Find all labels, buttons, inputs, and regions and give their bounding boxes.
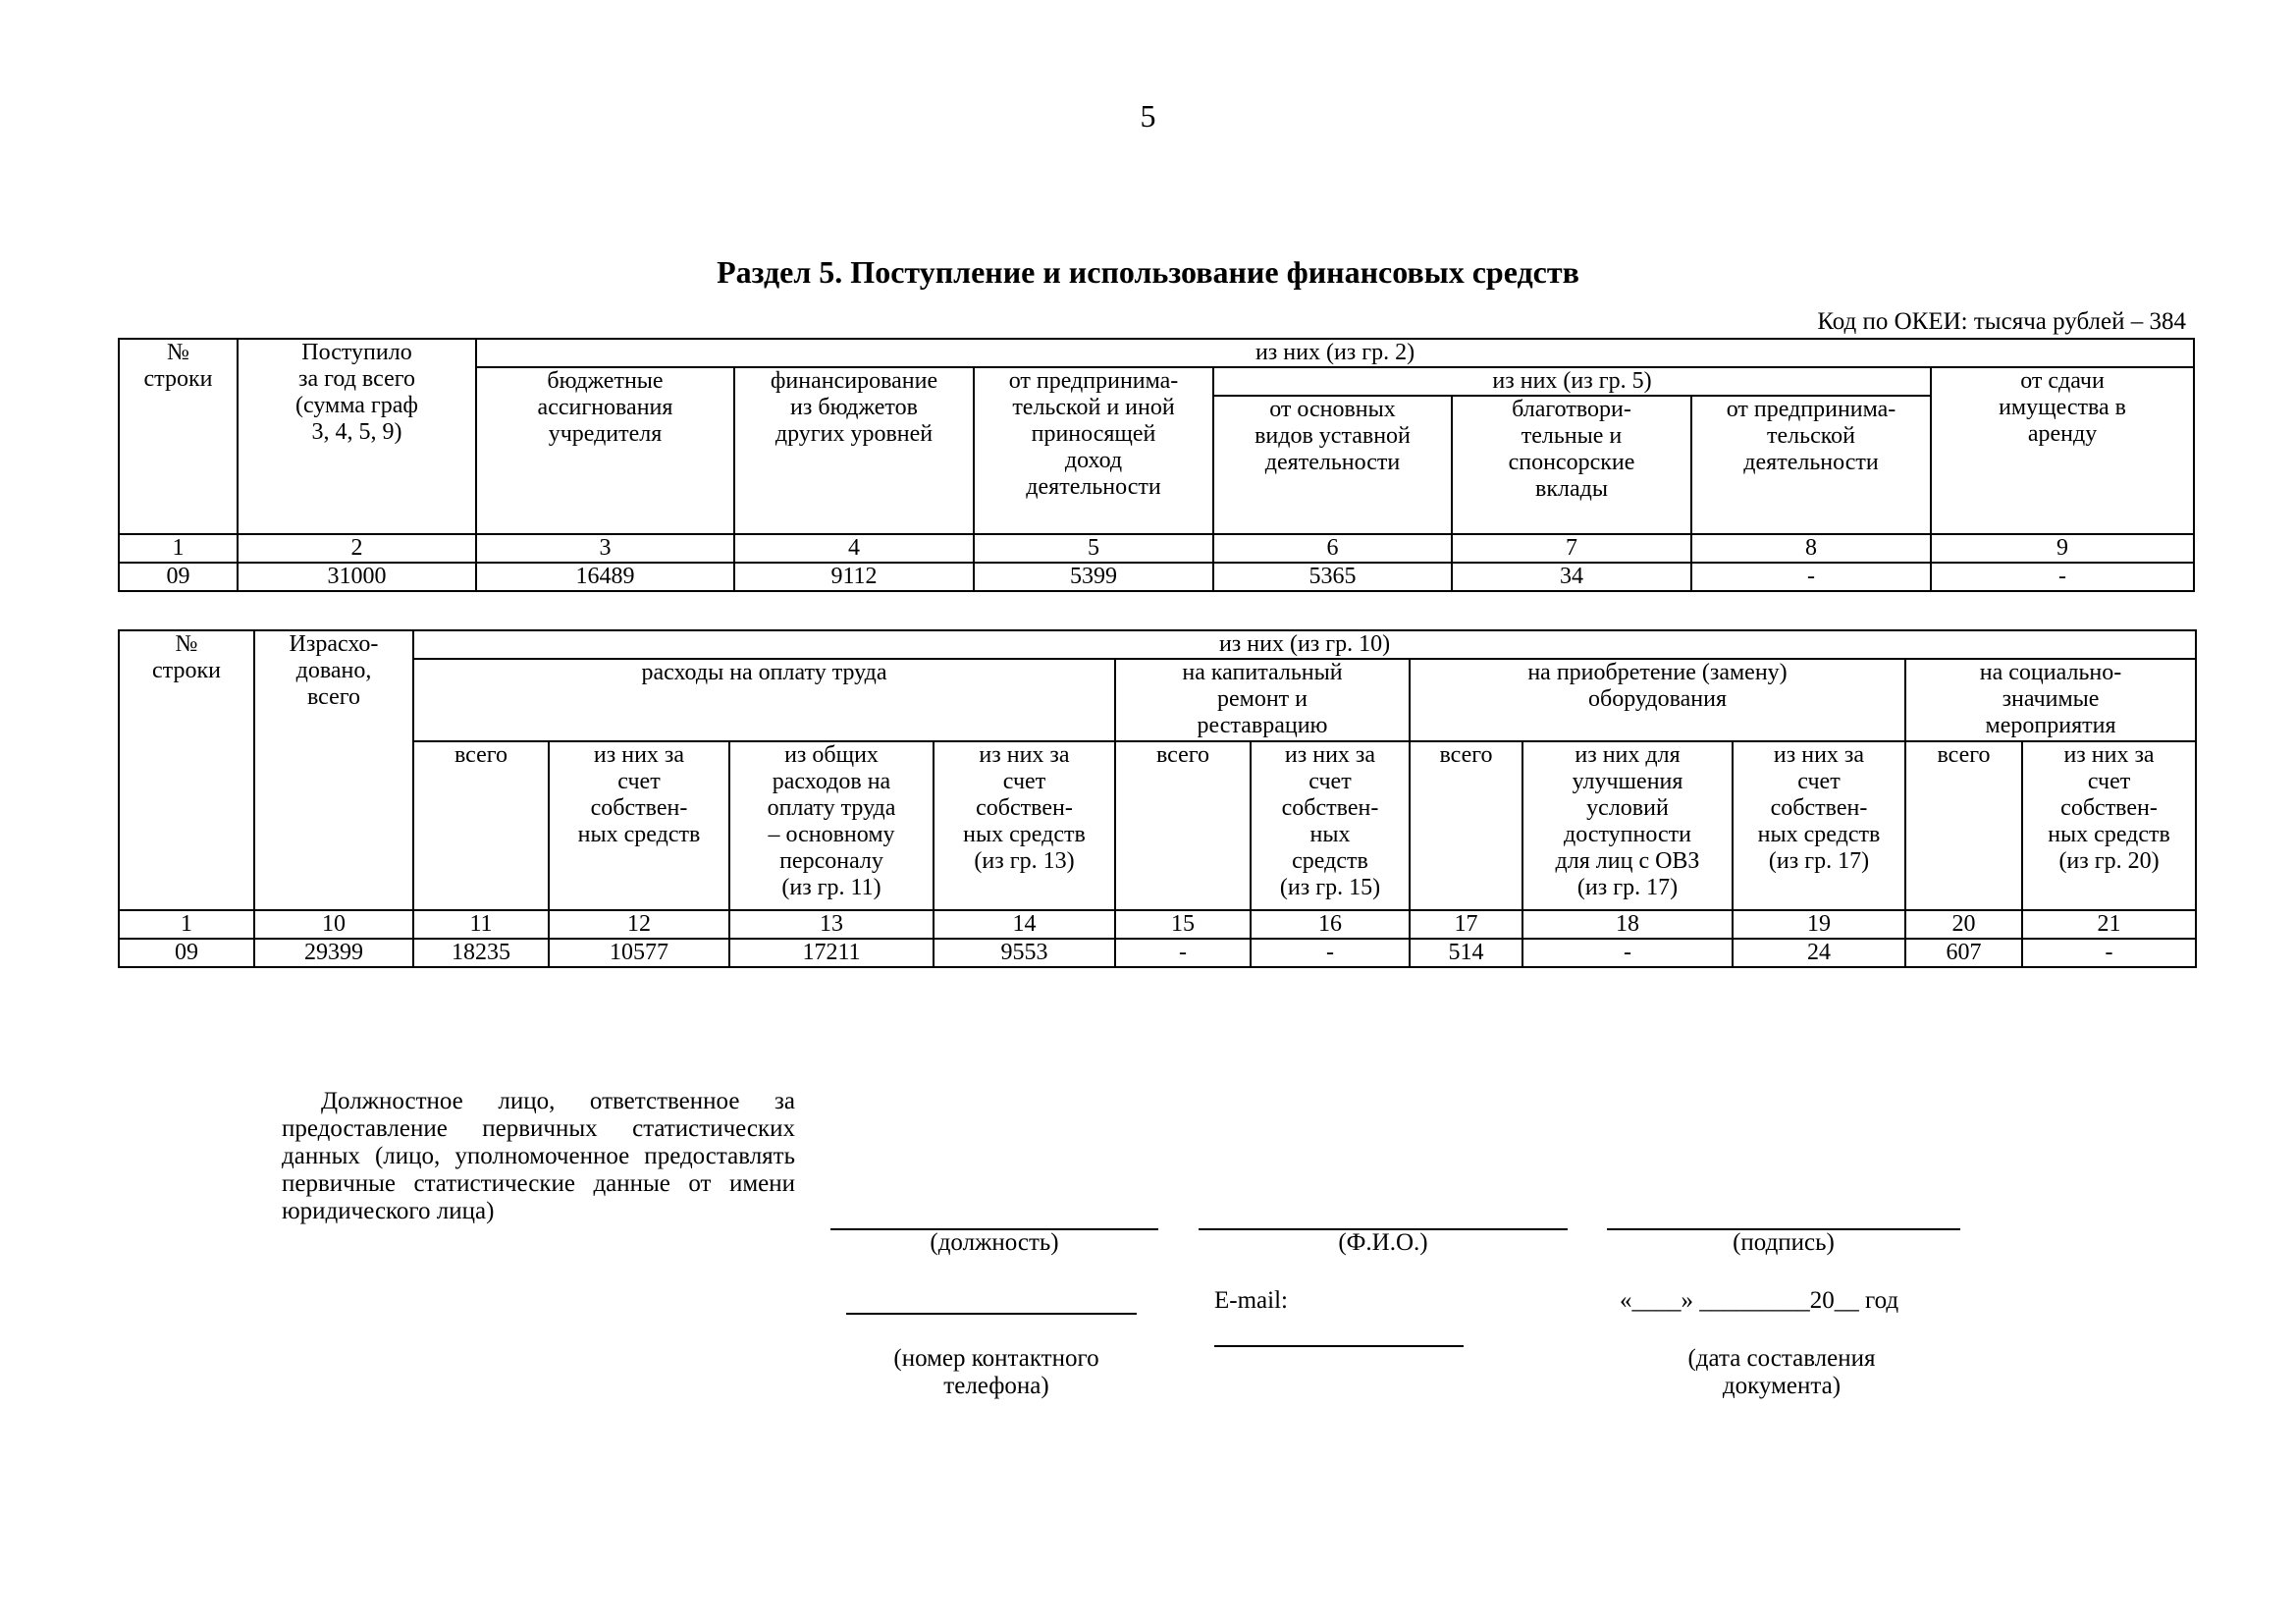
header-total: всего bbox=[413, 741, 549, 910]
table-cell: - bbox=[1931, 563, 2194, 591]
column-numbers-row bbox=[119, 534, 2194, 563]
header-main-staff: из общих расходов на оплату труда – основному персоналу (из гр. 11) bbox=[729, 741, 934, 910]
table-cell: 10577 bbox=[549, 939, 729, 967]
phone-label: (номер контактного телефона) bbox=[893, 1345, 1099, 1399]
header-row-number: № строки bbox=[119, 630, 254, 910]
table-cell: - bbox=[2022, 939, 2196, 967]
header-entrepreneurial: от предпринима- тельской деятельности bbox=[1691, 396, 1931, 534]
phone-line[interactable] bbox=[846, 1313, 1137, 1315]
table-cell: 17211 bbox=[729, 939, 934, 967]
header-spent-total: Израсхо- довано, всего bbox=[254, 630, 413, 910]
column-number: 15 bbox=[1115, 910, 1251, 939]
table-cell: 29399 bbox=[254, 939, 413, 967]
header-own-funds: из них за счет собствен- ных средств (из гр. 15) bbox=[1251, 741, 1410, 910]
position-label: (должность) bbox=[930, 1229, 1059, 1256]
okei-code: Код по ОКЕИ: тысяча рублей – 384 bbox=[1817, 308, 2186, 335]
table-cell: 24 bbox=[1733, 939, 1905, 967]
section-title: Раздел 5. Поступление и использование финансовых средств bbox=[717, 254, 1579, 290]
column-numbers-row bbox=[119, 910, 2196, 939]
column-number: 14 bbox=[934, 910, 1115, 939]
column-number: 13 bbox=[729, 910, 934, 939]
header-row bbox=[119, 630, 2196, 659]
header-capital-repair: на капитальный ремонт и реставрацию bbox=[1115, 659, 1410, 741]
column-number: 18 bbox=[1522, 910, 1733, 939]
table-cell: 5365 bbox=[1213, 563, 1452, 591]
table-cell: - bbox=[1115, 939, 1251, 967]
header-main-activities: от основных видов уставной деятельности bbox=[1213, 396, 1452, 534]
column-number: 20 bbox=[1905, 910, 2022, 939]
date-line[interactable]: «____» _________20__ год bbox=[1620, 1287, 1899, 1314]
header-labor-costs: расходы на оплату труда bbox=[413, 659, 1115, 741]
column-number: 1 bbox=[119, 534, 238, 563]
header-accessibility: из них для улучшения условий доступности для лиц с ОВЗ (из гр. 17) bbox=[1522, 741, 1733, 910]
column-number: 21 bbox=[2022, 910, 2196, 939]
column-number: 2 bbox=[238, 534, 476, 563]
table-row bbox=[119, 939, 2196, 967]
column-number: 17 bbox=[1410, 910, 1522, 939]
table-cell: 5399 bbox=[974, 563, 1213, 591]
column-number: 4 bbox=[734, 534, 974, 563]
header-budget-allocations: бюджетные ассигнования учредителя bbox=[476, 367, 734, 534]
header-total: всего bbox=[1905, 741, 2022, 910]
table-cell: 09 bbox=[119, 939, 254, 967]
table-row bbox=[119, 563, 2194, 591]
table-cell: - bbox=[1691, 563, 1931, 591]
header-own-funds: из них за счет собствен- ных средств (из гр. 20) bbox=[2022, 741, 2196, 910]
header-row bbox=[119, 659, 2196, 741]
column-number: 3 bbox=[476, 534, 734, 563]
header-own-funds: из них за счет собствен- ных средств bbox=[549, 741, 729, 910]
header-other-budgets: финансирование из бюджетов других уровней bbox=[734, 367, 974, 534]
header-total: всего bbox=[1410, 741, 1522, 910]
table-cell: 31000 bbox=[238, 563, 476, 591]
official-description: Должностное лицо, ответственное за предоставление первичных статистических данных (лицо, уполномоченное предоставлять первичные статистические данные от имени юридического лица) bbox=[282, 1088, 795, 1224]
table-cell: 607 bbox=[1905, 939, 2022, 967]
header-own-funds: из них за счет собствен- ных средств (из гр. 17) bbox=[1733, 741, 1905, 910]
header-rent: от сдачи имущества в аренду bbox=[1931, 367, 2194, 534]
header-row bbox=[119, 741, 2196, 910]
date-label: (дата составления документа) bbox=[1687, 1345, 1876, 1399]
column-number: 5 bbox=[974, 534, 1213, 563]
page-number: 5 bbox=[1140, 98, 1156, 134]
header-total: всего bbox=[1115, 741, 1251, 910]
table-cell: - bbox=[1251, 939, 1410, 967]
header-charity: благотвори- тельные и спонсорские вклады bbox=[1452, 396, 1691, 534]
header-of-them-col10: из них (из гр. 10) bbox=[413, 630, 2196, 659]
column-number: 9 bbox=[1931, 534, 2194, 563]
column-number: 12 bbox=[549, 910, 729, 939]
header-received-total: Поступило за год всего (сумма граф 3, 4, 5, 9) bbox=[238, 339, 476, 534]
fio-label: (Ф.И.О.) bbox=[1338, 1229, 1428, 1256]
signature-label: (подпись) bbox=[1733, 1229, 1835, 1256]
table-cell: 9112 bbox=[734, 563, 974, 591]
receipts-table bbox=[118, 338, 2195, 592]
column-number: 16 bbox=[1251, 910, 1410, 939]
header-own-funds: из них за счет собствен- ных средств (из гр. 13) bbox=[934, 741, 1115, 910]
column-number: 8 bbox=[1691, 534, 1931, 563]
column-number: 7 bbox=[1452, 534, 1691, 563]
table-cell: 16489 bbox=[476, 563, 734, 591]
header-social-events: на социально- значимые мероприятия bbox=[1905, 659, 2196, 741]
table-cell: 514 bbox=[1410, 939, 1522, 967]
table-cell: - bbox=[1522, 939, 1733, 967]
table-cell: 09 bbox=[119, 563, 238, 591]
header-row bbox=[119, 339, 2194, 367]
expenditures-table bbox=[118, 629, 2197, 968]
header-row-number: № строки bbox=[119, 339, 238, 534]
column-number: 10 bbox=[254, 910, 413, 939]
column-number: 19 bbox=[1733, 910, 1905, 939]
column-number: 6 bbox=[1213, 534, 1452, 563]
header-business-income: от предпринима- тельской и иной приносящей доход деятельности bbox=[974, 367, 1213, 534]
table-cell: 9553 bbox=[934, 939, 1115, 967]
table-cell: 34 bbox=[1452, 563, 1691, 591]
email-label: E-mail: bbox=[1214, 1287, 1288, 1314]
email-line[interactable] bbox=[1214, 1345, 1464, 1347]
column-number: 11 bbox=[413, 910, 549, 939]
table-cell: 18235 bbox=[413, 939, 549, 967]
column-number: 1 bbox=[119, 910, 254, 939]
header-of-them-col5: из них (из гр. 5) bbox=[1213, 367, 1931, 396]
header-of-them-col2: из них (из гр. 2) bbox=[476, 339, 2194, 367]
header-equipment: на приобретение (замену) оборудования bbox=[1410, 659, 1905, 741]
